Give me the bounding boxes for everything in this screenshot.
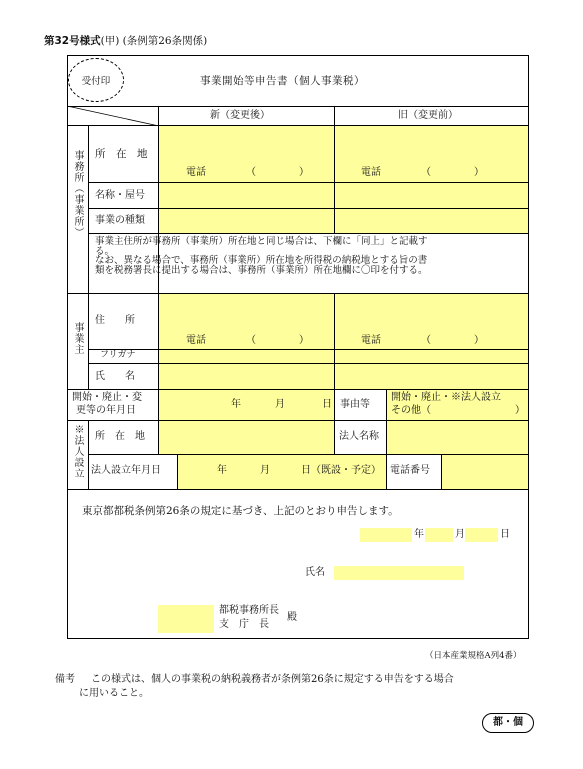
corp-address-field[interactable] — [159, 420, 334, 454]
office-address-label: 所 在 地 — [95, 148, 148, 160]
reason-options-close: ） — [515, 405, 525, 416]
owner-phone-new-label: 電話 — [186, 335, 206, 346]
honorific-label: 殿 — [287, 612, 297, 623]
grid-line — [334, 106, 335, 234]
office-phone-new-label: 電話 — [186, 167, 206, 178]
declarant-name-label: 氏名 — [305, 567, 325, 578]
remark-line1: この様式は、個人の事業税の納税義務者が条例第26条に規定する申告をする場合 — [91, 674, 454, 685]
reason-label: 事由等 — [340, 399, 370, 410]
declaration-statement: 東京都都税条例第26条の規定に基づき、上記のとおり申告します。 — [82, 505, 399, 517]
owner-name-label: 氏 名 — [95, 371, 135, 382]
grid-line — [67, 489, 529, 490]
form-title: 事業開始等申告書（個人事業税） — [200, 75, 365, 87]
corp-established-status: 日（既設・予定） — [301, 465, 381, 476]
form-number-suffix: (甲) (条例第26条関係) — [100, 35, 208, 47]
business-type-new-field[interactable] — [159, 209, 334, 234]
owner-section-label: 事業主 — [72, 322, 83, 355]
grid-line — [67, 389, 529, 390]
grid-line — [334, 390, 335, 454]
owner-phone-new-close: ） — [299, 335, 309, 346]
header-diagonal — [67, 106, 159, 126]
owner-furigana-new-field[interactable] — [159, 350, 334, 364]
grid-line — [88, 454, 529, 455]
grid-line — [88, 208, 529, 209]
category-badge: 都・個 — [482, 713, 534, 733]
grid-line — [88, 349, 529, 350]
owner-phone-old-open: （ — [421, 335, 431, 346]
office-phone-new-open: （ — [246, 167, 256, 178]
grid-line — [386, 390, 387, 489]
grid-line — [88, 420, 89, 489]
declaration-month-field[interactable] — [425, 528, 453, 542]
owner-phone-new-open: （ — [246, 335, 256, 346]
owner-phone-old-label: 電話 — [361, 335, 381, 346]
declaration-day-field[interactable] — [465, 528, 498, 542]
grid-line — [67, 420, 529, 421]
declarant-name-field[interactable] — [334, 566, 464, 580]
start-date-month: 月 — [275, 399, 285, 410]
office-phone-old-close: ） — [474, 167, 484, 178]
grid-line — [67, 293, 529, 294]
office-name-new-field[interactable] — [159, 183, 334, 209]
receipt-stamp-area — [68, 58, 124, 102]
start-date-day: 日 — [322, 399, 332, 410]
grid-line — [177, 454, 178, 489]
form-number-label: 第32号様式 — [44, 35, 101, 47]
form-number — [44, 33, 207, 48]
declaration-year-field[interactable] — [360, 528, 412, 542]
owner-furigana-old-field[interactable] — [334, 350, 528, 364]
corp-section-label: ※法人設立 — [72, 424, 83, 479]
corp-phone-field[interactable] — [441, 454, 528, 489]
grid-line — [88, 233, 529, 234]
paper-standard: （日本産業規格A列4番） — [425, 651, 522, 661]
grid-line — [88, 182, 529, 183]
office-note — [95, 237, 525, 275]
owner-name-new-field[interactable] — [159, 364, 334, 390]
office-phone-old-open: （ — [421, 167, 431, 178]
corp-address-label: 所 在 地 — [95, 431, 145, 442]
tax-office-name-field[interactable] — [158, 605, 214, 633]
office-note-line: なお、異なる場合で、事務所（事業所）所在地を所得税の納税地とする旨の書 — [95, 255, 428, 266]
office-phone-old-label: 電話 — [361, 167, 381, 178]
office-name-old-field[interactable] — [334, 183, 528, 209]
grid-line — [88, 363, 529, 364]
corp-name-label: 法人名称 — [339, 431, 379, 442]
owner-address-label: 住 所 — [95, 315, 135, 326]
corp-established-year: 年 — [217, 465, 227, 476]
remark-line2: に用いること。 — [79, 688, 149, 699]
owner-phone-old-close: ） — [474, 335, 484, 346]
office-note-line: る。 — [95, 245, 115, 257]
office-phone-new-close: ） — [299, 167, 309, 178]
office-note-line: 事業主住所が事務所（事業所）所在地と同じ場合は、下欄に「同上」と記載す — [95, 236, 428, 247]
receipt-stamp-label: 受付印 — [81, 76, 111, 87]
business-type-old-field[interactable] — [334, 209, 528, 234]
office-note-line: 類を税務署長に提出する場合は、事務所（事業所）所在地欄に〇印を付する。 — [95, 264, 428, 276]
remark-label: 備考 — [55, 674, 75, 685]
reason-options-line1: 開始・廃止・※法人設立 — [391, 392, 501, 403]
branch-office-label: 支 庁 長 — [219, 619, 269, 630]
declaration-year-label: 年 — [414, 529, 424, 540]
office-name-label: 名称・屋号 — [95, 190, 145, 201]
grid-line — [334, 294, 335, 390]
start-date-year: 年 — [231, 399, 241, 410]
corp-established-month: 月 — [260, 465, 270, 476]
owner-furigana-label: フリガナ — [100, 350, 136, 360]
declaration-day-label: 日 — [500, 529, 510, 540]
start-date-field[interactable] — [159, 390, 334, 420]
owner-name-old-field[interactable] — [334, 364, 528, 390]
declaration-month-label: 月 — [455, 529, 465, 540]
corp-name-field[interactable] — [386, 420, 528, 454]
grid-line — [88, 125, 89, 390]
grid-line — [158, 390, 159, 454]
column-header-new: 新（変更後） — [210, 110, 270, 121]
grid-line — [441, 454, 442, 489]
start-date-label-line1: 開始・廃止・変 — [72, 392, 142, 403]
start-date-label-line2: 更等の年月日 — [76, 405, 136, 416]
column-header-old: 旧（変更前） — [398, 110, 458, 121]
tax-office-label: 都税事務所長 — [219, 605, 279, 616]
reason-options-line2: その他（ — [391, 405, 431, 416]
corp-phone-label: 電話番号 — [390, 465, 430, 476]
corp-established-label: 法人設立年月日 — [91, 465, 161, 476]
office-section-label: 事務所（事業所） — [72, 150, 83, 238]
business-type-label: 事業の種類 — [95, 215, 145, 226]
